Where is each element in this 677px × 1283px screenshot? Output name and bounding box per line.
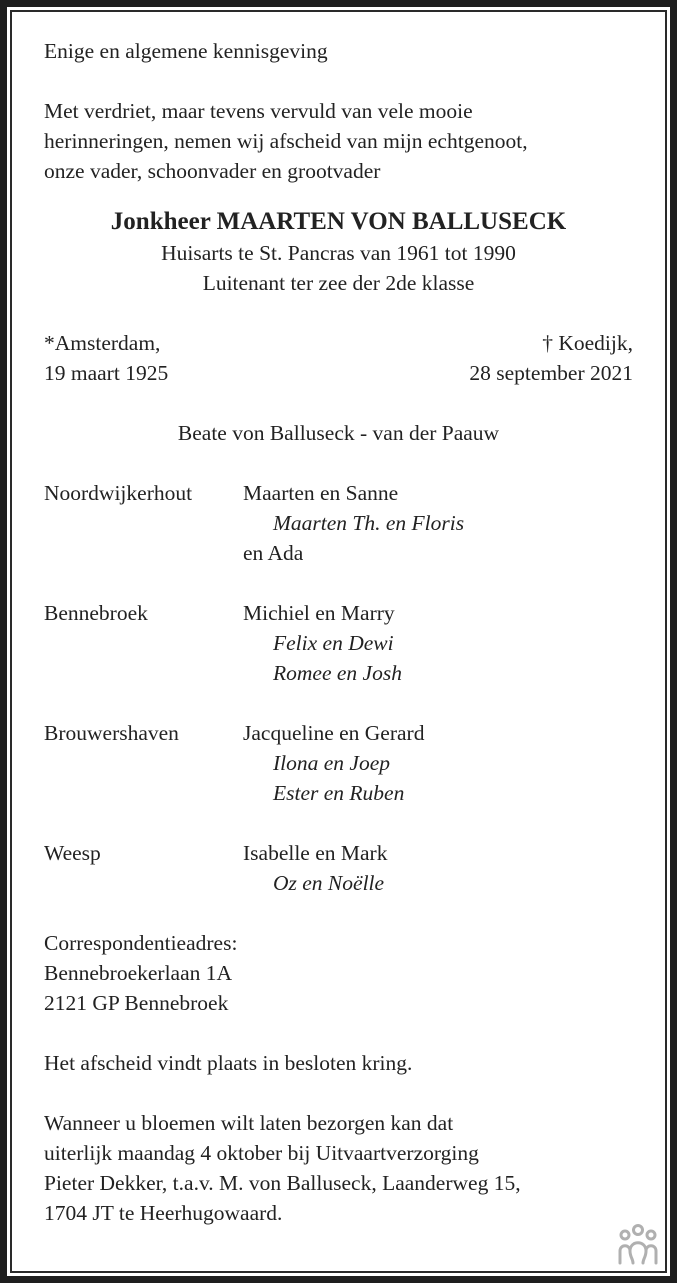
grandchildren: Romee en Josh	[273, 661, 402, 685]
family-members	[243, 838, 633, 898]
family-entry	[44, 838, 633, 898]
notice-content	[44, 36, 633, 1228]
family-couple: Isabelle en Mark	[243, 841, 388, 865]
notice-heading: Enige en algemene kennisgeving	[44, 39, 328, 63]
birth-info	[44, 328, 168, 388]
grandchildren: Oz en Noëlle	[273, 871, 385, 895]
grandchildren: Maarten Th. en Floris	[273, 511, 465, 535]
grandchildren: Ester en Ruben	[273, 781, 405, 805]
grandchildren: Felix en Dewi	[273, 631, 394, 655]
death-place: † Koedijk,	[542, 331, 633, 355]
death-date: 28 september 2021	[469, 361, 633, 385]
correspondence-city: 2121 GP Bennebroek	[44, 991, 229, 1015]
family-entry	[44, 478, 633, 568]
family-place: Bennebroek	[44, 601, 148, 625]
life-dates	[44, 328, 633, 388]
family-entry	[44, 598, 633, 688]
flowers-line: 1704 JT te Heerhugowaard.	[44, 1201, 283, 1225]
family-couple: Michiel en Marry	[243, 601, 395, 625]
correspondence-street: Bennebroekerlaan 1A	[44, 961, 233, 985]
deceased-title: Huisarts te St. Pancras van 1961 tot 1990	[161, 241, 516, 265]
family-extra: en Ada	[243, 541, 304, 565]
people-group-icon	[617, 1223, 659, 1265]
family-couple: Maarten en Sanne	[243, 481, 399, 505]
flowers-line: Wanneer u bloemen wilt laten bezorgen kan dat	[44, 1111, 454, 1135]
family-members	[243, 478, 633, 568]
flowers-line: Pieter Dekker, t.a.v. M. von Balluseck, Laanderweg 15,	[44, 1171, 521, 1195]
intro-line: herinneringen, nemen wij afscheid van mijn echtgenoot,	[44, 129, 528, 153]
death-info	[469, 328, 633, 388]
family-place: Weesp	[44, 841, 101, 865]
flowers-line: uiterlijk maandag 4 oktober bij Uitvaartverzorging	[44, 1141, 479, 1165]
correspondence-label: Correspondentieadres:	[44, 931, 238, 955]
deceased-title: Luitenant ter zee der 2de klasse	[202, 271, 475, 295]
intro-line: onze vader, schoonvader en grootvader	[44, 159, 381, 183]
farewell-text: Het afscheid vindt plaats in besloten kring.	[44, 1051, 413, 1075]
birth-place: *Amsterdam,	[44, 331, 161, 355]
family-couple: Jacqueline en Gerard	[243, 721, 425, 745]
spouse-name: Beate von Balluseck - van der Paauw	[177, 421, 500, 445]
intro-line: Met verdriet, maar tevens vervuld van vele mooie	[44, 99, 473, 123]
family-place: Noordwijkerhout	[44, 481, 193, 505]
family-place: Brouwershaven	[44, 721, 179, 745]
deceased-name: Jonkheer MAARTEN VON BALLUSECK	[110, 208, 567, 235]
family-entry	[44, 718, 633, 808]
birth-date: 19 maart 1925	[44, 361, 169, 385]
grandchildren: Ilona en Joep	[273, 751, 391, 775]
family-members	[243, 718, 633, 808]
family-members	[243, 598, 633, 688]
